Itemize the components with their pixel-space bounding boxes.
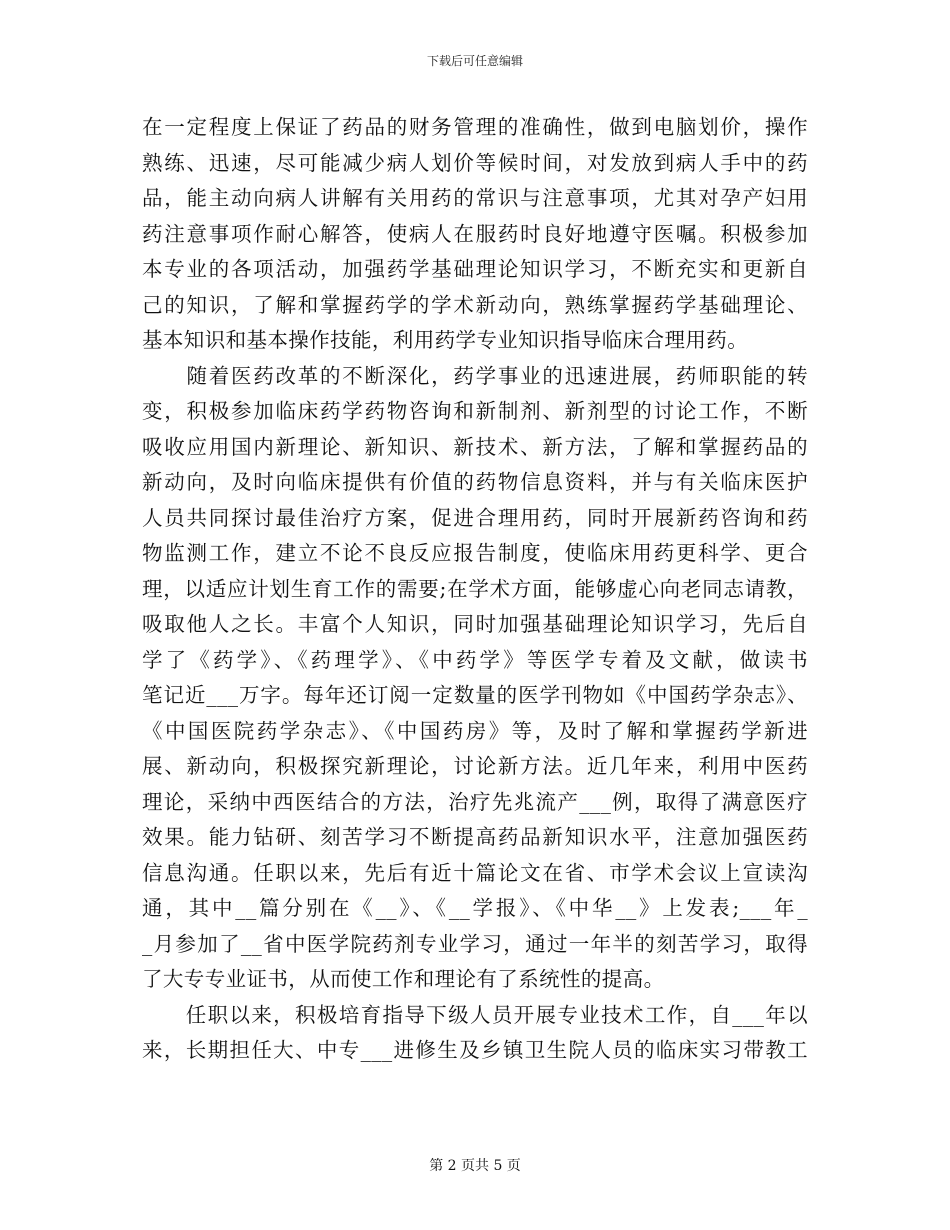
text-line: 任职以来，积极培育指导下级人员开展专业技术工作，自___年以 (142, 1002, 808, 1027)
text-line: 随着医药改革的不断深化，药学事业的迅速进展，药师职能的转 (142, 363, 808, 388)
text-line: 新动向，及时向临床提供有价值的药物信息资料，并与有关临床医护 (142, 470, 808, 494)
text-line: 展、新动向，积极探究新理论，讨论新方法。近几年来，利用中医药 (142, 754, 808, 778)
paragraph (142, 359, 808, 998)
text-line: 变，积极参加临床药学药物咨询和新制剂、新剂型的讨论工作，不断 (142, 399, 808, 423)
text-line: 吸收应用国内新理论、新知识、新技术、新方法，了解和掌握药品的 (142, 434, 808, 459)
text-line: 熟练、迅速，尽可能减少病人划价等候时间，对发放到病人手中的药 (142, 150, 808, 175)
text-line: 《中国医院药学杂志》、《中国药房》等，及时了解和掌握药学新进 (142, 718, 808, 743)
text-line: 药注意事项作耐心解答，使病人在服药时良好地遵守医嘱。积极参加 (142, 221, 808, 246)
page-header-note: 下载后可任意编辑 (426, 54, 523, 68)
text-line: 笔记近___万字。每年还订阅一定数量的医学刊物如《中国药学杂志》、 (142, 683, 808, 707)
paragraph (142, 110, 808, 359)
text-line: 品，能主动向病人讲解有关用药的常识与注意事项，尤其对孕产妇用 (142, 186, 808, 210)
text-line: 理论，采纳中西医结合的方法，治疗先兆流产___例，取得了满意医疗 (142, 789, 808, 814)
text-line: 理，以适应计划生育工作的需要;在学术方面，能够虚心向老同志请教， (142, 576, 808, 601)
text-line: 基本知识和基本操作技能，利用药学专业知识指导临床合理用药。 (142, 328, 749, 352)
text-line: 本专业的各项活动，加强药学基础理论知识学习，不断充实和更新自 (142, 257, 808, 281)
text-line: 通，其中__篇分别在《__》、《__学报》、《中华__》上发表;___年_ (142, 896, 808, 920)
text-line: 了大专专业证书，从而使工作和理论有了系统性的提高。 (142, 967, 665, 991)
text-line: 在一定程度上保证了药品的财务管理的准确性，做到电脑划价，操作 (142, 115, 808, 139)
paragraph (142, 998, 808, 1069)
text-line: 学了《药学》、《药理学》、《中药学》等医学专着及文献，做读书 (142, 647, 808, 672)
text-line: 己的知识，了解和掌握药学的学术新动向，熟练掌握药学基础理论、 (142, 292, 808, 317)
page-number-footer: 第 2 页共 5 页 (429, 1158, 521, 1174)
text-line: 效果。能力钻研、刻苦学习不断提高药品新知识水平，注意加强医药 (142, 825, 808, 849)
text-line: 物监测工作，建立不论不良反应报告制度，使临床用药更科学、更合 (142, 541, 808, 565)
text-line: 人员共同探讨最佳治疗方案，促进合理用药，同时开展新药咨询和药 (142, 505, 808, 530)
text-line: 来，长期担任大、中专___进修生及乡镇卫生院人员的临床实习带教工 (142, 1038, 808, 1062)
text-line: 吸取他人之长。丰富个人知识，同时加强基础理论知识学习，先后自 (142, 612, 808, 636)
document-body (142, 110, 808, 1069)
text-line: 信息沟通。任职以来，先后有近十篇论文在省、市学术会议上宣读沟 (142, 860, 808, 885)
text-line: _月参加了__省中医学院药剂专业学习，通过一年半的刻苦学习，取得 (142, 931, 808, 956)
